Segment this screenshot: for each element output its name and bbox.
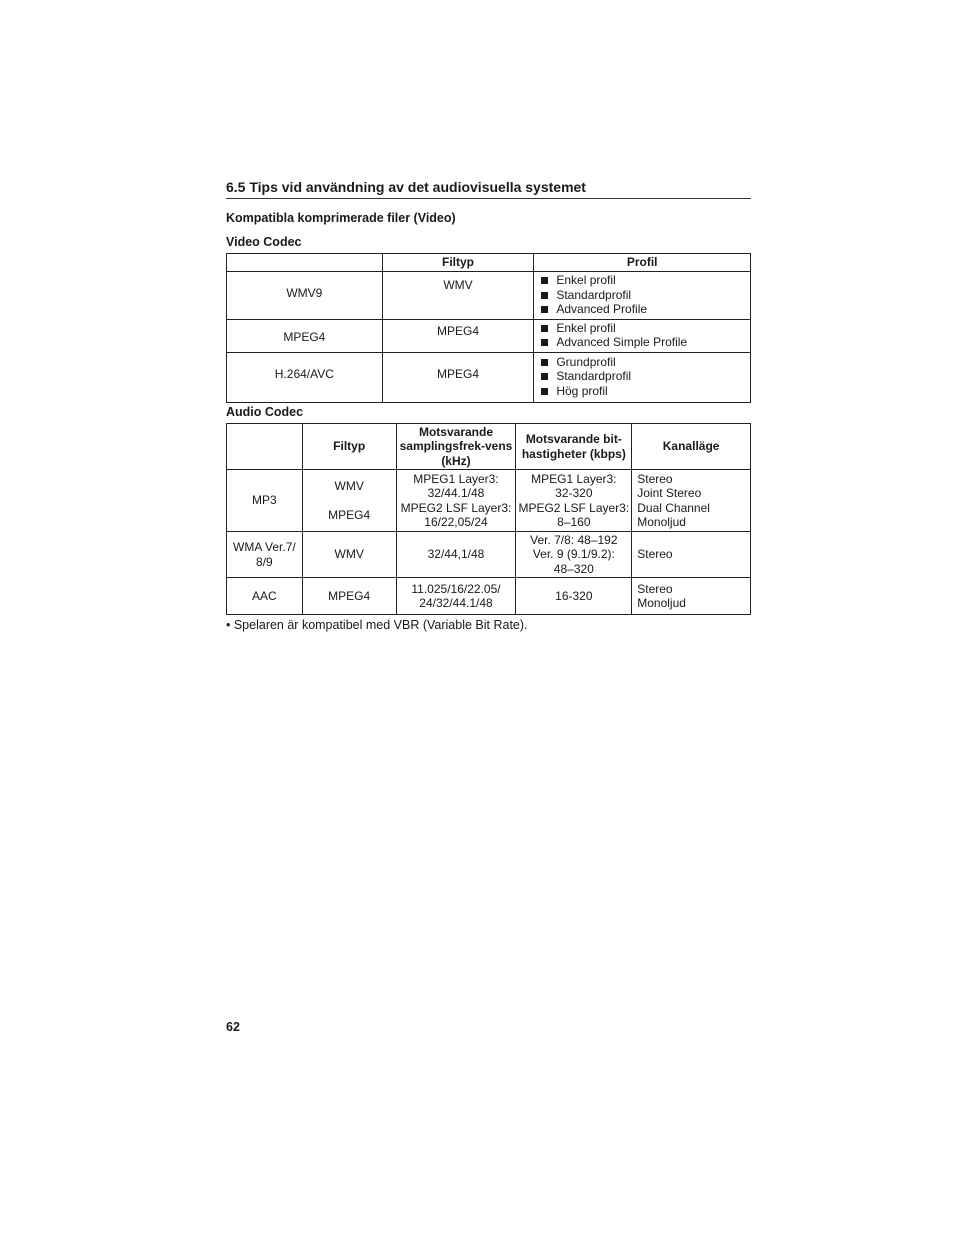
square-bullet-icon xyxy=(541,292,548,299)
filetype-cell: WMV xyxy=(382,272,534,320)
column-header: Motsvarande bit-hastigheter (kbps) xyxy=(516,424,632,470)
table-row xyxy=(227,272,751,320)
column-header: Profil xyxy=(534,254,751,272)
codec-cell: MPEG4 xyxy=(227,319,383,352)
list-item: Enkel profil xyxy=(538,273,746,288)
table-row xyxy=(227,578,751,615)
filetype-cell: MPEG4 xyxy=(302,578,396,615)
audio-codec-heading: Audio Codec xyxy=(226,405,304,419)
codec-cell: WMA Ver.7/ 8/9 xyxy=(227,532,303,578)
filetype-cell: MPEG4 xyxy=(382,319,534,352)
codec-cell: H.264/AVC xyxy=(227,352,383,402)
profile-cell xyxy=(534,319,751,352)
column-header xyxy=(227,424,303,470)
channel-cell: Stereo Joint Stereo Dual Channel Monoljud xyxy=(632,470,751,532)
square-bullet-icon xyxy=(541,306,548,313)
list-item: Hög profil xyxy=(538,384,746,399)
filetype-text: WMV xyxy=(334,479,364,493)
sampling-cell: 11.025/16/22.05/ 24/32/44.1/48 xyxy=(396,578,516,615)
filetype-cell: MPEG4 xyxy=(382,352,534,402)
page-number: 62 xyxy=(226,1020,240,1034)
square-bullet-icon xyxy=(541,373,548,380)
codec-cell: WMV9 xyxy=(227,272,383,320)
bitrate-cell: 16-320 xyxy=(516,578,632,615)
column-header: Motsvarande samplingsfrek-vens (kHz) xyxy=(396,424,516,470)
list-item: Advanced Profile xyxy=(538,302,746,317)
section-header: 6.5 Tips vid användning av det audiovisuella systemet xyxy=(226,179,751,199)
table-row xyxy=(227,319,751,352)
sampling-cell: 32/44,1/48 xyxy=(396,532,516,578)
filetype-cell: WMV xyxy=(302,532,396,578)
video-codec-table xyxy=(226,253,751,403)
list-item: Standardprofil xyxy=(538,369,746,384)
list-item: Enkel profil xyxy=(538,321,746,336)
table-header-row xyxy=(227,424,751,470)
square-bullet-icon xyxy=(541,325,548,332)
column-header xyxy=(227,254,383,272)
square-bullet-icon xyxy=(541,339,548,346)
column-header: Kanalläge xyxy=(632,424,751,470)
square-bullet-icon xyxy=(541,359,548,366)
channel-cell: Stereo Monoljud xyxy=(632,578,751,615)
bitrate-cell: MPEG1 Layer3: 32-320 MPEG2 LSF Layer3: 8–160 xyxy=(516,470,632,532)
codec-cell: AAC xyxy=(227,578,303,615)
video-codec-heading: Video Codec xyxy=(226,235,302,249)
channel-cell: Stereo xyxy=(632,532,751,578)
sampling-cell: MPEG1 Layer3: 32/44.1/48 MPEG2 LSF Layer3: 16/22,05/24 xyxy=(396,470,516,532)
square-bullet-icon xyxy=(541,277,548,284)
compat-heading: Kompatibla komprimerade filer (Video) xyxy=(226,211,456,225)
bitrate-cell: Ver. 7/8: 48–192 Ver. 9 (9.1/9.2): 48–320 xyxy=(516,532,632,578)
list-item: Standardprofil xyxy=(538,288,746,303)
table-row xyxy=(227,470,751,532)
audio-codec-table xyxy=(226,423,751,615)
codec-cell: MP3 xyxy=(227,470,303,532)
list-item: Advanced Simple Profile xyxy=(538,335,746,350)
column-header: Filtyp xyxy=(382,254,534,272)
list-item: Grundprofil xyxy=(538,355,746,370)
table-row xyxy=(227,352,751,402)
profile-cell xyxy=(534,352,751,402)
profile-cell xyxy=(534,272,751,320)
vbr-note: • Spelaren är kompatibel med VBR (Variable Bit Rate). xyxy=(226,618,528,632)
filetype-text: MPEG4 xyxy=(328,507,371,522)
filetype-cell xyxy=(302,470,396,532)
table-row xyxy=(227,532,751,578)
column-header: Filtyp xyxy=(302,424,396,470)
square-bullet-icon xyxy=(541,388,548,395)
table-header-row xyxy=(227,254,751,272)
